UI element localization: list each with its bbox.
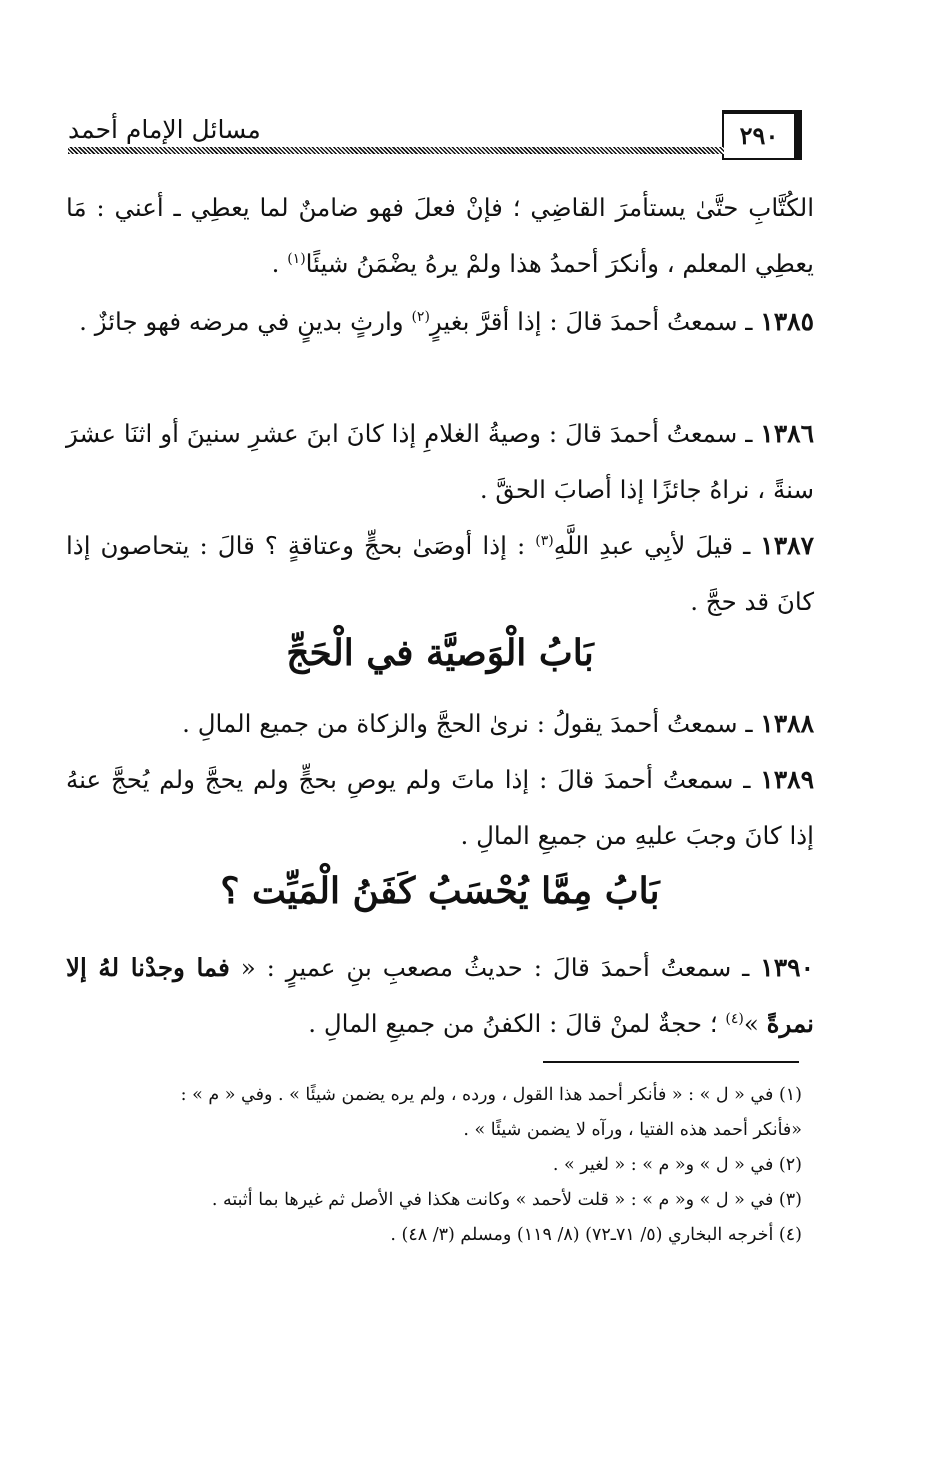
- page-header: [68, 100, 812, 160]
- paragraph-text: ـ سمعتُ أحمدَ يقولُ : نرىٰ الحجَّ والزكاة من جميع المالِ .: [182, 709, 761, 738]
- footnote-marker: (٢): [411, 308, 430, 325]
- book-title: مسائل الإمام أحمد: [68, 115, 261, 144]
- paragraph-number: ١٣٨٩: [760, 765, 814, 794]
- paragraph-text: ـ سمعتُ أحمدَ قالَ : إذا أقرَّ بغيرٍ: [429, 307, 761, 336]
- chapter-heading-shroud: بَابُ مِمَّا يُحْسَبُ كَفَنُ الْمَيِّت ؟: [220, 870, 660, 912]
- paragraph-number: ١٣٨٦: [760, 419, 814, 448]
- footnote-4: (٤) أخرجه البخاري (٥/ ٧١ـ٧٢) (٨/ ١١٩) ومسلم (٣/ ٤٨) .: [390, 1225, 802, 1245]
- paragraph-tail: : إذا أوصَىٰ بحجٍّ وعتاقةٍ ؟ قالَ : يتحاصون إذا كانَ قد حجَّ .: [66, 531, 814, 616]
- chapter-heading-will-hajj: بَابُ الْوَصيَّة في الْحَجِّ: [286, 632, 594, 674]
- paragraph-tail: .: [271, 249, 288, 278]
- footnote-marker: (٣): [535, 532, 554, 549]
- paragraph-1388: [66, 696, 814, 752]
- footnote-marker: (١): [287, 250, 306, 267]
- paragraph-number: ١٣٨٧: [760, 531, 814, 560]
- footnote-3: (٣) في « ل » و« م » : « قلت لأحمد » وكانت هكذا في الأصل ثم غيرها بما أثبته .: [211, 1190, 802, 1210]
- footnote-1-continued: «فأنكر أحمد هذه الفتيا ، ورآه لا يضمن شيئًا » .: [463, 1120, 802, 1140]
- quote-close: »: [743, 1009, 767, 1038]
- footnote-marker: (٤): [725, 1010, 744, 1027]
- paragraph-number: ١٣٩٠: [760, 953, 814, 982]
- paragraph-intro: [66, 180, 814, 292]
- paragraph-1387: [66, 518, 814, 630]
- paragraph-text: ـ سمعتُ أحمدَ قالَ : حديثُ مصعبِ بنِ عميرٍ : «: [229, 953, 761, 982]
- paragraph-number: ١٣٨٨: [760, 709, 814, 738]
- paragraph-1389: [66, 752, 814, 864]
- paragraph-text: ـ قيلَ لأبِي عبدِ اللَّهِ: [553, 531, 761, 560]
- paragraph-tail: ؛ حجةٌ لمنْ قالَ : الكفنُ من جميعِ المالِ .: [308, 1009, 726, 1038]
- paragraph-text: ـ سمعتُ أحمدَ قالَ : إذا ماتَ ولم يوصِ بحجٍّ ولم يحجَّ ولم يُحجَّ عنهُ إذا كانَ وجبَ عليهِ من جميعِ المالِ .: [66, 765, 814, 850]
- footnotes: [66, 1078, 802, 1253]
- paragraph-number: ١٣٨٥: [760, 307, 814, 336]
- footnote-separator: [543, 1061, 799, 1063]
- hadith-quote: فما وجدْنا لهُ إلا نمرةً: [66, 953, 814, 1038]
- paragraph-1386: [66, 406, 814, 518]
- header-rule: [68, 147, 724, 154]
- paragraph-text: الكُتَّابِ حتَّىٰ يستأمرَ القاضِي ؛ فإنْ فعلَ فهو ضامنٌ لما يعطِي ـ أعني : مَا يعطِي المعلم ، وأنكرَ أحمدُ هذا ولمْ يرهُ يضْمَنُ شيئًا: [66, 193, 814, 278]
- paragraph-tail: وارثٍ بدينٍ في مرضه فهو جائزٌ .: [79, 307, 412, 336]
- footnote-1: (١) في « ل » : « فأنكر أحمد هذا القول ، ورده ، ولم يره يضمن شيئًا » . وفي « م » :: [180, 1085, 802, 1105]
- paragraph-text: ـ سمعتُ أحمدَ قالَ : وصيةُ الغلامِ إذا كانَ ابنَ عشرِ سنينَ أو اثنَا عشرَ سنةً ، نراهُ جائزًا إذا أصابَ الحقَّ .: [66, 419, 814, 504]
- paragraph-1390: [66, 940, 814, 1052]
- page-number: ٢٩٠: [722, 110, 802, 160]
- paragraph-1385: [66, 294, 814, 350]
- footnote-2: (٢) في « ل » و« م » : « لغير » .: [552, 1155, 802, 1175]
